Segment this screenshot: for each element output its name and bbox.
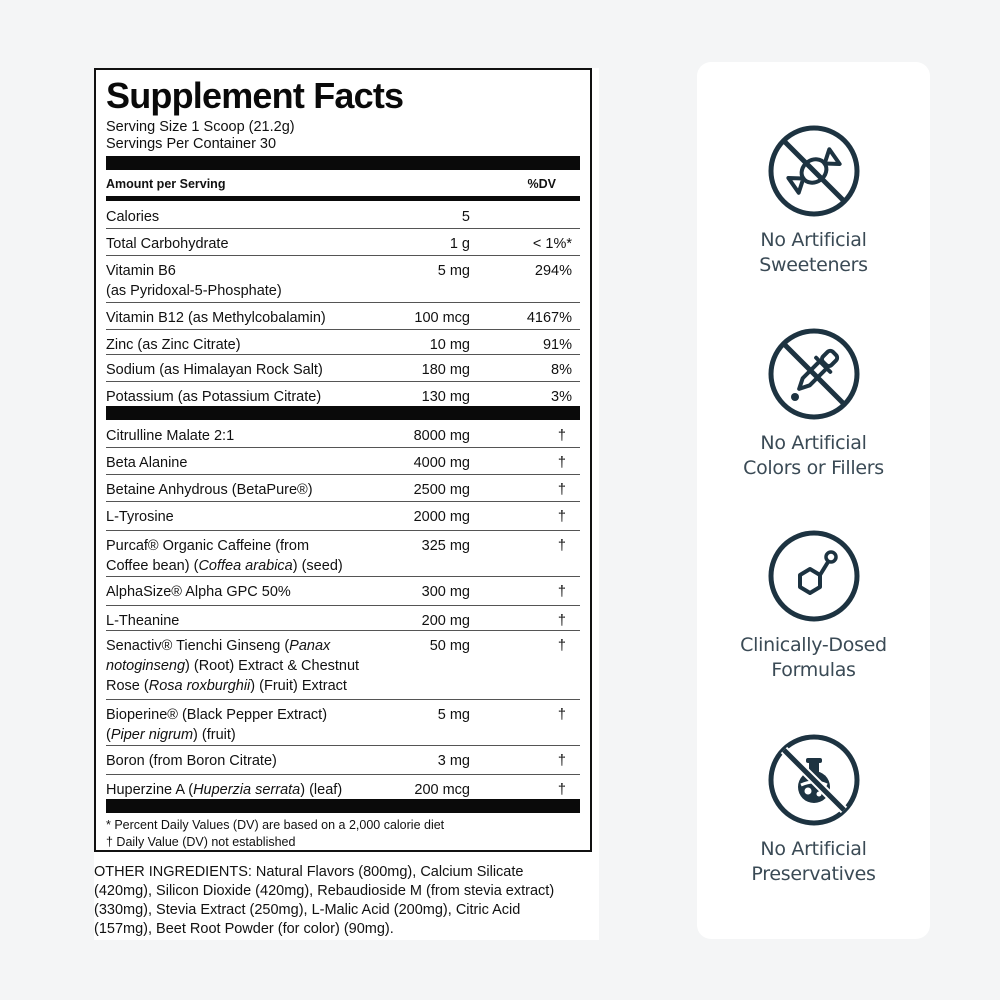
ingredient-row [106, 631, 580, 700]
thick-divider [106, 406, 580, 420]
nutrient-amount: 5 [461, 209, 470, 225]
dagger-mark: † [557, 584, 566, 600]
botanical-name: Panax [289, 638, 331, 654]
ingredient-name: AlphaSize® Alpha GPC 50% [106, 584, 291, 600]
nutrient-name-line: (as Pyridoxal-5-Phosphate) [106, 283, 282, 299]
ingredient-name-part: ) (seed) [292, 558, 343, 574]
molecule-icon [767, 529, 861, 623]
nutrient-amount: 100 mcg [414, 310, 470, 326]
dagger-mark: † [557, 428, 566, 444]
ingredient-name [106, 780, 406, 800]
nutrient-name [106, 261, 406, 301]
nutrient-row [106, 303, 580, 330]
nutrient-name: Vitamin B12 (as Methylcobalamin) [106, 310, 326, 326]
ingredient-amount: 50 mg [429, 638, 470, 654]
ingredient-name: Citrulline Malate 2:1 [106, 428, 235, 444]
nutrient-dv: 3% [551, 389, 572, 405]
feature-label [697, 228, 930, 278]
ingredient-name: L-Tyrosine [106, 509, 174, 525]
ingredient-name: Beta Alanine [106, 455, 188, 471]
servings-per-container: Servings Per Container 30 [106, 136, 277, 152]
nutrient-amount: 10 mg [429, 337, 470, 353]
nutrient-amount: 1 g [449, 236, 470, 252]
ingredient-row [106, 746, 580, 775]
nutrient-name: Potassium (as Potassium Citrate) [106, 389, 322, 405]
ingredient-row [106, 448, 580, 475]
ingredient-amount: 8000 mg [413, 428, 470, 444]
ingredient-name-part: ) (leaf) [300, 782, 343, 798]
dagger-mark: † [557, 707, 566, 723]
nutrient-name: Calories [106, 209, 160, 225]
dagger-mark: † [557, 482, 566, 498]
nutrient-row [106, 382, 580, 406]
ingredient-name-part: Huperzine A ( [106, 782, 194, 798]
dagger-mark: † [557, 753, 566, 769]
dagger-mark: † [557, 613, 566, 629]
ingredient-name [106, 536, 406, 576]
nutrient-name: Zinc (as Zinc Citrate) [106, 337, 241, 353]
feature-clinically-dosed [697, 529, 930, 683]
ingredient-amount: 200 mcg [414, 782, 470, 798]
nutrient-name-line: Vitamin B6 [106, 263, 176, 279]
feature-label-line: No Artificial [760, 838, 867, 860]
feature-no-artificial-preservatives [697, 733, 930, 887]
serving-size: Serving Size 1 Scoop (21.2g) [106, 119, 295, 135]
no-flask-icon [767, 733, 861, 827]
feature-label-line: Formulas [771, 659, 856, 681]
footnote-dv: * Percent Daily Values (DV) are based on a 2,000 calorie diet [106, 818, 445, 832]
nutrient-row [106, 202, 580, 229]
other-ingredients-line: (330mg), Stevia Extract (250mg), L-Malic Acid (200mg), Citric Acid [94, 902, 521, 918]
nutrient-dv: 91% [542, 337, 572, 353]
feature-no-artificial-colors [697, 327, 930, 481]
ingredient-row [106, 606, 580, 631]
nutrient-row [106, 229, 580, 256]
ingredient-name-part: ) (Root) Extract & Chestnut [185, 658, 360, 674]
dagger-mark: † [557, 455, 566, 471]
nutrient-dv: 4167% [526, 310, 572, 326]
ingredient-name: Betaine Anhydrous (BetaPure®) [106, 482, 313, 498]
features-card [697, 62, 930, 939]
feature-label [697, 633, 930, 683]
amount-header-row [106, 173, 580, 193]
feature-label-line: Preservatives [751, 863, 876, 885]
nutrient-dv: < 1%* [532, 236, 572, 252]
botanical-name: notoginseng [106, 658, 186, 674]
other-ingredients [94, 863, 599, 939]
ingredient-row [106, 502, 580, 531]
ingredient-amount: 2000 mg [413, 509, 470, 525]
feature-label [697, 837, 930, 887]
ingredient-amount: 200 mg [421, 613, 470, 629]
facts-title: Supplement Facts [106, 75, 404, 116]
supplement-label [94, 68, 599, 940]
nutrient-dv: 294% [534, 263, 572, 279]
ingredient-amount: 325 mg [421, 538, 470, 554]
ingredient-row [106, 531, 580, 577]
medium-divider [106, 196, 580, 201]
ingredient-name [106, 705, 406, 745]
thick-divider [106, 799, 580, 813]
feature-label-line: No Artificial [760, 432, 867, 454]
other-ingredients-line: (157mg), Beet Root Powder (for color) (90mg). [94, 921, 394, 937]
feature-label-line: Sweeteners [759, 254, 868, 276]
other-ingredients-line: OTHER INGREDIENTS: Natural Flavors (800mg), Calcium Silicate [94, 864, 524, 880]
ingredient-name-part: Rose ( [106, 678, 149, 694]
ingredient-row [106, 475, 580, 502]
nutrient-amount: 5 mg [437, 263, 470, 279]
ingredient-row [106, 775, 580, 801]
dagger-mark: † [557, 538, 566, 554]
nutrient-row [106, 355, 580, 382]
ingredient-name-line: Bioperine® (Black Pepper Extract) [106, 707, 328, 723]
ingredient-name-part: ( [106, 727, 111, 743]
botanical-name: Coffea arabica [198, 558, 293, 574]
ingredient-row [106, 577, 580, 606]
dagger-mark: † [557, 782, 566, 798]
feature-label-line: No Artificial [760, 229, 867, 251]
botanical-name: Huperzia serrata [193, 782, 301, 798]
nutrient-row [106, 330, 580, 355]
botanical-name: Piper nigrum [110, 727, 194, 743]
ingredient-name-line: Purcaf® Organic Caffeine (from [106, 538, 310, 554]
ingredient-amount: 5 mg [437, 707, 470, 723]
ingredient-name-part: Coffee bean) ( [106, 558, 199, 574]
feature-label [697, 431, 930, 481]
ingredient-amount: 2500 mg [413, 482, 470, 498]
nutrient-name: Sodium (as Himalayan Rock Salt) [106, 362, 323, 378]
ingredient-name-part: ) (fruit) [193, 727, 236, 743]
nutrient-dv: 8% [551, 362, 572, 378]
other-ingredients-line: (420mg), Silicon Dioxide (420mg), Rebaudioside M (from stevia extract) [94, 883, 555, 899]
amount-per-serving-header: Amount per Serving [106, 177, 226, 191]
dv-header: %DV [527, 177, 556, 191]
ingredient-row [106, 421, 580, 448]
supplement-facts-panel [94, 68, 592, 852]
ingredient-name: L-Theanine [106, 613, 180, 629]
no-dropper-icon [767, 327, 861, 421]
botanical-name: Rosa roxburghii [148, 678, 251, 694]
nutrient-row [106, 256, 580, 303]
no-candy-icon [767, 124, 861, 218]
ingredient-name-part: Senactiv® Tienchi Ginseng ( [106, 638, 290, 654]
nutrient-amount: 130 mg [421, 389, 470, 405]
nutrient-amount: 180 mg [421, 362, 470, 378]
nutrient-name: Total Carbohydrate [106, 236, 229, 252]
feature-no-artificial-sweeteners [697, 124, 930, 278]
ingredient-name [106, 636, 406, 696]
dagger-mark: † [557, 509, 566, 525]
ingredient-name: Boron (from Boron Citrate) [106, 753, 277, 769]
ingredient-amount: 300 mg [421, 584, 470, 600]
feature-label-line: Clinically-Dosed [740, 634, 887, 656]
ingredient-name-part: ) (Fruit) Extract [250, 678, 347, 694]
dagger-mark: † [557, 638, 566, 654]
ingredient-amount: 3 mg [437, 753, 470, 769]
footnote-dagger: † Daily Value (DV) not established [106, 835, 296, 849]
feature-label-line: Colors or Fillers [743, 457, 884, 479]
thick-divider [106, 156, 580, 170]
ingredient-row [106, 700, 580, 746]
ingredient-amount: 4000 mg [413, 455, 470, 471]
